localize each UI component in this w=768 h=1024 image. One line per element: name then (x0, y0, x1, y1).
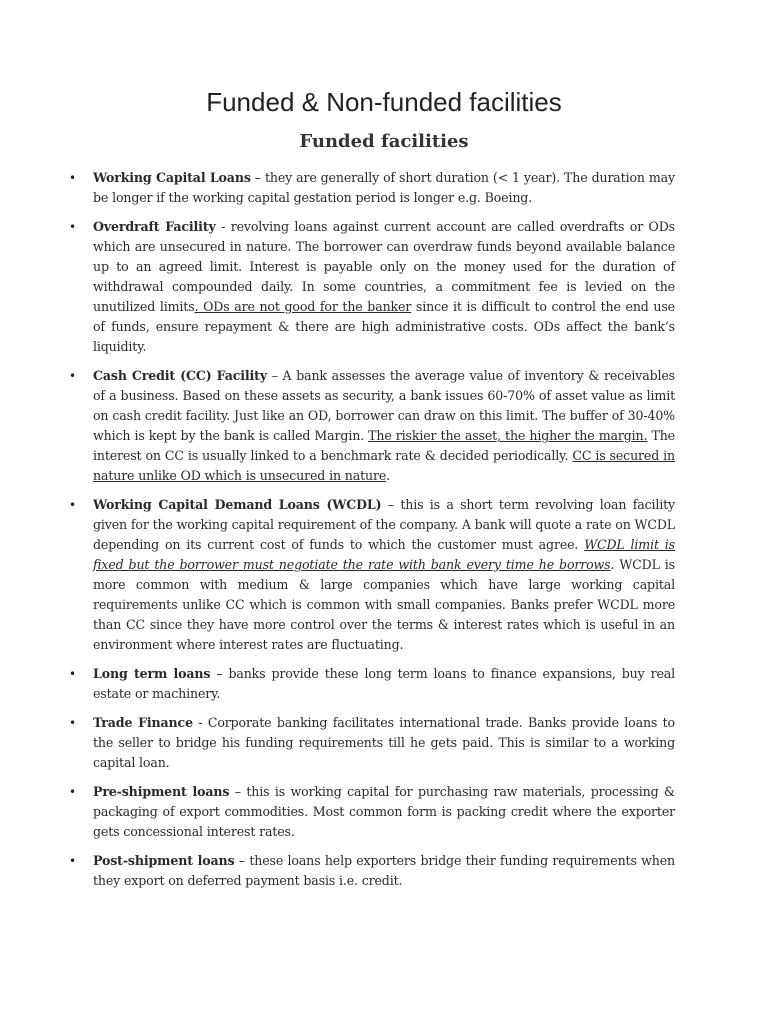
emphasized-text: WCDL limit is fixed but the borrower must negotiate the rate with bank every time he borrows (93, 537, 675, 572)
facility-term: Trade Finance (93, 715, 193, 730)
facility-term: Pre-shipment loans (93, 784, 230, 799)
body-text: - Corporate banking facilitates international trade. Banks provide loans to the seller to bridge his funding requirements till he gets paid. This is similar to a working capital loan. (93, 715, 675, 770)
list-item (69, 782, 675, 842)
body-text: The interest on CC is usually linked to a benchmark rate & decided periodically. (93, 428, 675, 463)
emphasized-text: CC is secured in nature unlike OD which is unsecured in nature (93, 448, 675, 483)
bullet-icon: • (69, 716, 76, 730)
body-text: since it is difficult to control the end use of funds, ensure repayment & there are high administrative costs. ODs affect the bank’s liquidity. (93, 299, 675, 354)
bullet-icon: • (69, 369, 76, 383)
body-text: . (386, 468, 390, 483)
list-item (69, 713, 675, 773)
body-text: – banks provide these long term loans to finance expansions, buy real estate or machinery. (93, 666, 675, 701)
body-text: – these loans help exporters bridge their funding requirements when they export on deferred payment basis i.e. credit. (93, 853, 675, 888)
body-text: - revolving loans against current account are called overdrafts or ODs which are unsecured in nature. The borrower can overdraw funds beyond available balance up to an agreed limit. Interest is payable only on the money used for the duration of withdrawal compounded daily. In some countries, a commitment fee is levied on the unutilized limits (93, 219, 675, 314)
list-item (69, 168, 675, 208)
page-title: Funded & Non-funded facilities (206, 87, 562, 117)
emphasized-text: . ODs are not good for the banker (194, 299, 412, 314)
facility-term: Overdraft Facility (93, 219, 216, 234)
body-text: – A bank assesses the average value of inventory & receivables of a business. Based on these assets as security, a bank issues 60-70% of asset value as limit on cash credit facility. Just like an OD, borrower can draw on this limit. The buffer of 30-40% which is kept by the bank is called Margin. (93, 368, 675, 443)
facility-term: Post-shipment loans (93, 853, 235, 868)
facilities-list (69, 168, 675, 900)
facility-term: Working Capital Loans (93, 170, 251, 185)
body-text: – this is working capital for purchasing raw materials, processing & packaging of export commodities. Most common form is packing credit where the exporter gets concessional interest rates. (93, 784, 675, 839)
body-text: . WCDL is more common with medium & large companies which have large working capital requirements unlike CC which is common with small companies. Banks prefer WCDL more than CC since they have more control over the terms & interest rates which is useful in an environment where interest rates are fluctuating. (93, 557, 675, 652)
bullet-icon: • (69, 498, 76, 512)
list-item (69, 495, 675, 655)
list-item (69, 217, 675, 357)
body-text: – they are generally of short duration (< 1 year). The duration may be longer if the working capital gestation period is longer e.g. Boeing. (93, 170, 675, 205)
body-text: – this is a short term revolving loan facility given for the working capital requirement of the company. A bank will quote a rate on WCDL depending on its current cost of funds to which the customer must agree. (93, 497, 675, 552)
bullet-icon: • (69, 667, 76, 681)
emphasized-text: The riskier the asset, the higher the margin. (368, 428, 648, 443)
list-item (69, 851, 675, 891)
facility-term: Long term loans (93, 666, 211, 681)
section-title: Funded facilities (299, 131, 469, 152)
bullet-icon: • (69, 785, 76, 799)
facility-term: Cash Credit (CC) Facility (93, 368, 267, 383)
list-item (69, 366, 675, 486)
bullet-icon: • (69, 220, 76, 234)
list-item (69, 664, 675, 704)
bullet-icon: • (69, 854, 76, 868)
bullet-icon: • (69, 171, 76, 185)
facility-term: Working Capital Demand Loans (WCDL) (93, 497, 382, 512)
